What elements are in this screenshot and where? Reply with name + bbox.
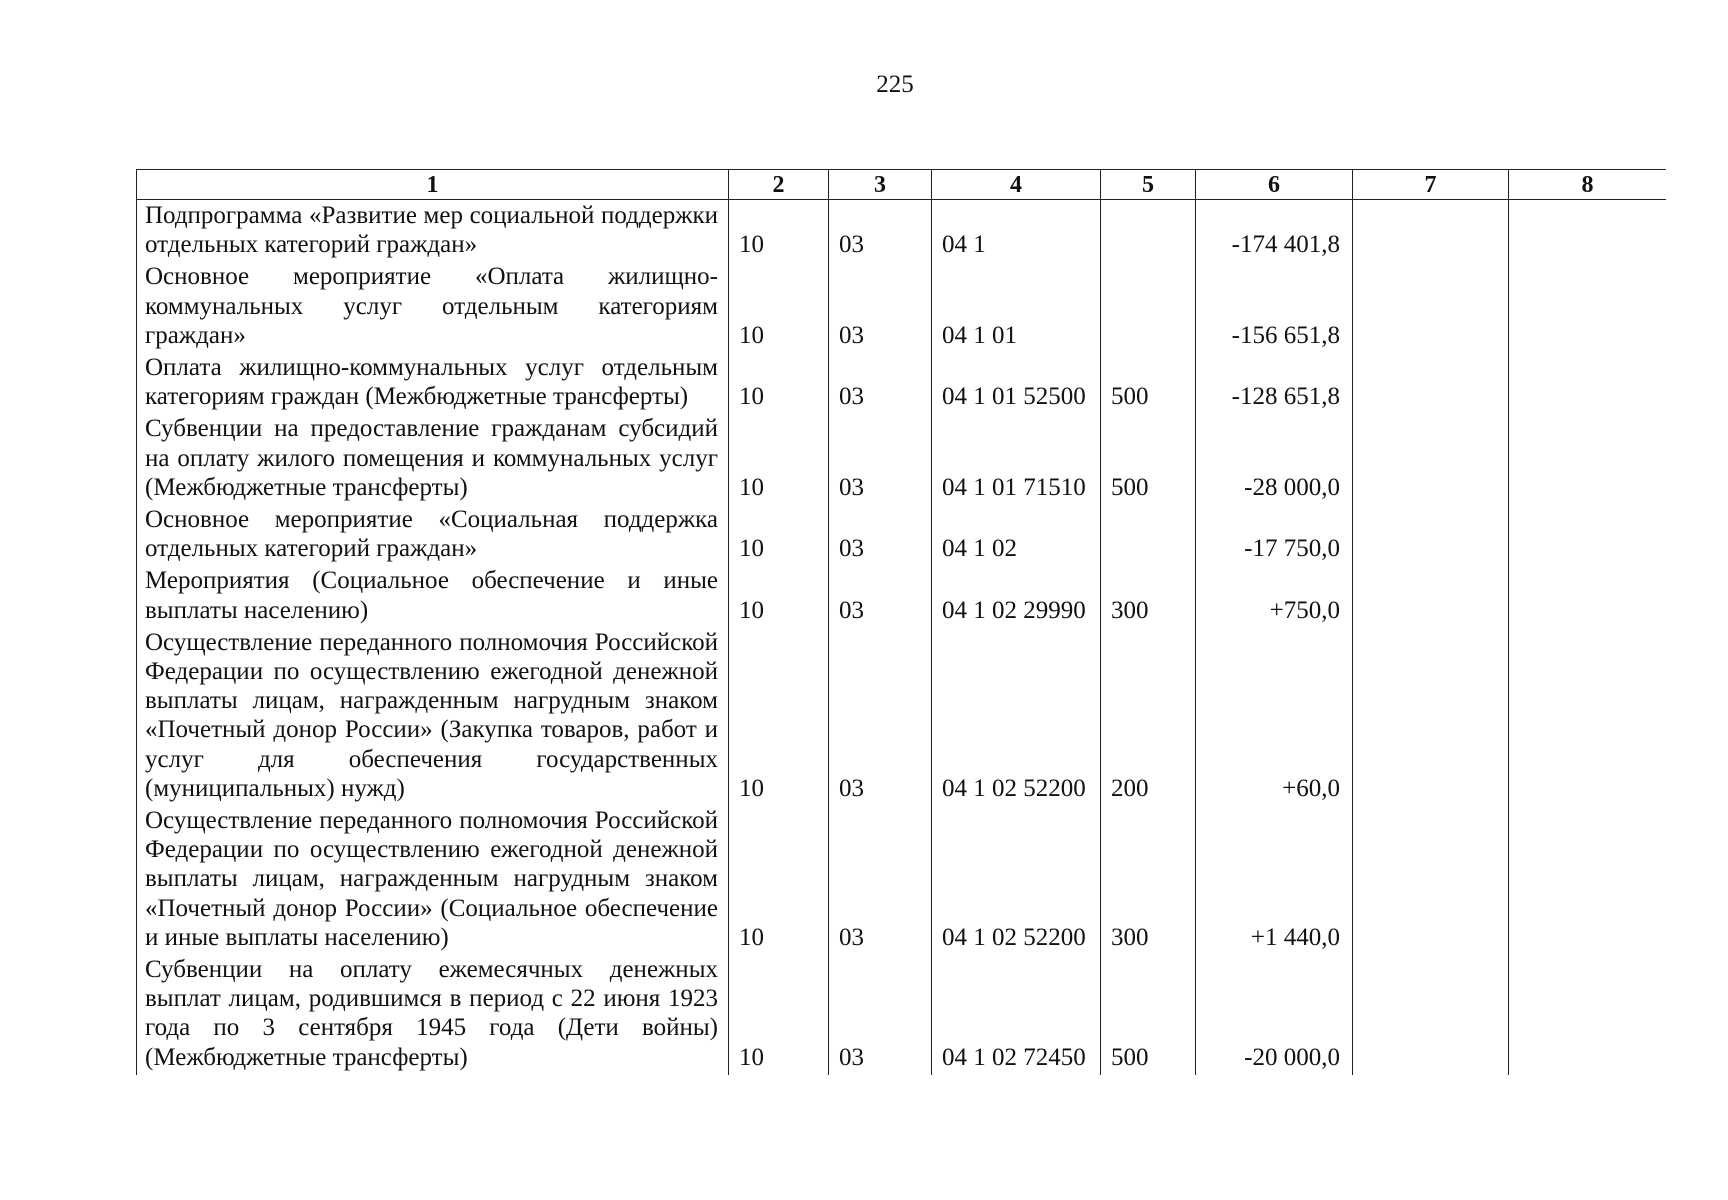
- row-subsection: 03: [829, 353, 932, 414]
- header-col-2: 2: [729, 170, 829, 200]
- header-col-5: 5: [1101, 170, 1196, 200]
- row-amount: +1 440,0: [1196, 806, 1353, 955]
- row-subsection: 03: [829, 262, 932, 353]
- budget-table-frame: [136, 169, 1666, 1109]
- row-section: 10: [729, 566, 829, 627]
- table-row: [137, 806, 1667, 955]
- row-target-article: 04 1 01 71510: [932, 414, 1101, 505]
- row-section: 10: [729, 414, 829, 505]
- row-col-7: [1353, 505, 1509, 566]
- row-col-8: [1509, 628, 1667, 806]
- row-col-7: [1353, 628, 1509, 806]
- row-description: Основное мероприятие «Оплата жилищно-коммунальных услуг отдельным категориям граждан»: [137, 262, 729, 353]
- row-subsection: 03: [829, 955, 932, 1075]
- table-row: [137, 200, 1667, 263]
- row-col-8: [1509, 806, 1667, 955]
- row-section: 10: [729, 200, 829, 263]
- row-amount: -20 000,0: [1196, 955, 1353, 1075]
- row-col-8: [1509, 955, 1667, 1075]
- row-col-7: [1353, 955, 1509, 1075]
- header-col-8: 8: [1509, 170, 1667, 200]
- row-expense-type: 300: [1101, 566, 1196, 627]
- row-description: Субвенции на предоставление гражданам субсидий на оплату жилого помещения и коммунальных услуг (Межбюджетные трансферты): [137, 414, 729, 505]
- row-description: Основное мероприятие «Социальная поддержка отдельных категорий граждан»: [137, 505, 729, 566]
- row-col-7: [1353, 262, 1509, 353]
- row-subsection: 03: [829, 505, 932, 566]
- table-row: [137, 262, 1667, 353]
- row-description: Осуществление переданного полномочия Российской Федерации по осуществлению ежегодной денежной выплаты лицам, награжденным нагрудным знаком «Почетный донор России» (Закупка товаров, работ и услуг для обеспечения государственных (муниципальных) нужд): [137, 628, 729, 806]
- row-expense-type: [1101, 262, 1196, 353]
- table-row: [137, 505, 1667, 566]
- row-target-article: 04 1 02 52200: [932, 806, 1101, 955]
- row-amount: -28 000,0: [1196, 414, 1353, 505]
- row-expense-type: 500: [1101, 353, 1196, 414]
- row-description: Осуществление переданного полномочия Российской Федерации по осуществлению ежегодной денежной выплаты лицам, награжденным нагрудным знаком «Почетный донор России» (Социальное обеспечение и иные выплаты населению): [137, 806, 729, 955]
- row-expense-type: 300: [1101, 806, 1196, 955]
- table-row: [137, 414, 1667, 505]
- row-section: 10: [729, 262, 829, 353]
- row-description: Оплата жилищно-коммунальных услуг отдельным категориям граждан (Межбюджетные трансферты): [137, 353, 729, 414]
- row-section: 10: [729, 353, 829, 414]
- row-expense-type: 500: [1101, 414, 1196, 505]
- budget-table: [136, 169, 1666, 1075]
- row-expense-type: 500: [1101, 955, 1196, 1075]
- row-target-article: 04 1 02 52200: [932, 628, 1101, 806]
- row-section: 10: [729, 806, 829, 955]
- row-subsection: 03: [829, 628, 932, 806]
- row-target-article: 04 1 01 52500: [932, 353, 1101, 414]
- row-expense-type: [1101, 505, 1196, 566]
- table-row: [137, 353, 1667, 414]
- row-subsection: 03: [829, 200, 932, 263]
- table-row: [137, 628, 1667, 806]
- row-col-8: [1509, 566, 1667, 627]
- row-expense-type: 200: [1101, 628, 1196, 806]
- header-row: [137, 170, 1667, 200]
- row-expense-type: [1101, 200, 1196, 263]
- row-section: 10: [729, 505, 829, 566]
- row-col-8: [1509, 353, 1667, 414]
- header-col-4: 4: [932, 170, 1101, 200]
- row-col-7: [1353, 806, 1509, 955]
- header-col-3: 3: [829, 170, 932, 200]
- row-amount: +60,0: [1196, 628, 1353, 806]
- header-col-7: 7: [1353, 170, 1509, 200]
- row-target-article: 04 1: [932, 200, 1101, 263]
- row-amount: -156 651,8: [1196, 262, 1353, 353]
- table-row: [137, 955, 1667, 1075]
- table-row: [137, 566, 1667, 627]
- row-target-article: 04 1 02 29990: [932, 566, 1101, 627]
- row-target-article: 04 1 02 72450: [932, 955, 1101, 1075]
- row-section: 10: [729, 955, 829, 1075]
- row-col-7: [1353, 200, 1509, 263]
- row-col-7: [1353, 414, 1509, 505]
- table-body: [137, 200, 1667, 1075]
- row-description: Субвенции на оплату ежемесячных денежных выплат лицам, родившимся в период с 22 июня 1923 года по 3 сентября 1945 года (Дети войны) (Межбюджетные трансферты): [137, 955, 729, 1075]
- row-amount: -128 651,8: [1196, 353, 1353, 414]
- row-description: Мероприятия (Социальное обеспечение и иные выплаты населению): [137, 566, 729, 627]
- row-col-8: [1509, 505, 1667, 566]
- row-subsection: 03: [829, 806, 932, 955]
- row-target-article: 04 1 01: [932, 262, 1101, 353]
- row-col-7: [1353, 566, 1509, 627]
- row-col-7: [1353, 353, 1509, 414]
- row-target-article: 04 1 02: [932, 505, 1101, 566]
- header-col-6: 6: [1196, 170, 1353, 200]
- row-amount: -174 401,8: [1196, 200, 1353, 263]
- row-amount: +750,0: [1196, 566, 1353, 627]
- row-amount: -17 750,0: [1196, 505, 1353, 566]
- header-col-1: 1: [137, 170, 729, 200]
- row-col-8: [1509, 262, 1667, 353]
- row-section: 10: [729, 628, 829, 806]
- row-description: Подпрограмма «Развитие мер социальной поддержки отдельных категорий граждан»: [137, 200, 729, 263]
- row-col-8: [1509, 200, 1667, 263]
- row-subsection: 03: [829, 566, 932, 627]
- row-col-8: [1509, 414, 1667, 505]
- page-number: 225: [876, 71, 914, 98]
- row-subsection: 03: [829, 414, 932, 505]
